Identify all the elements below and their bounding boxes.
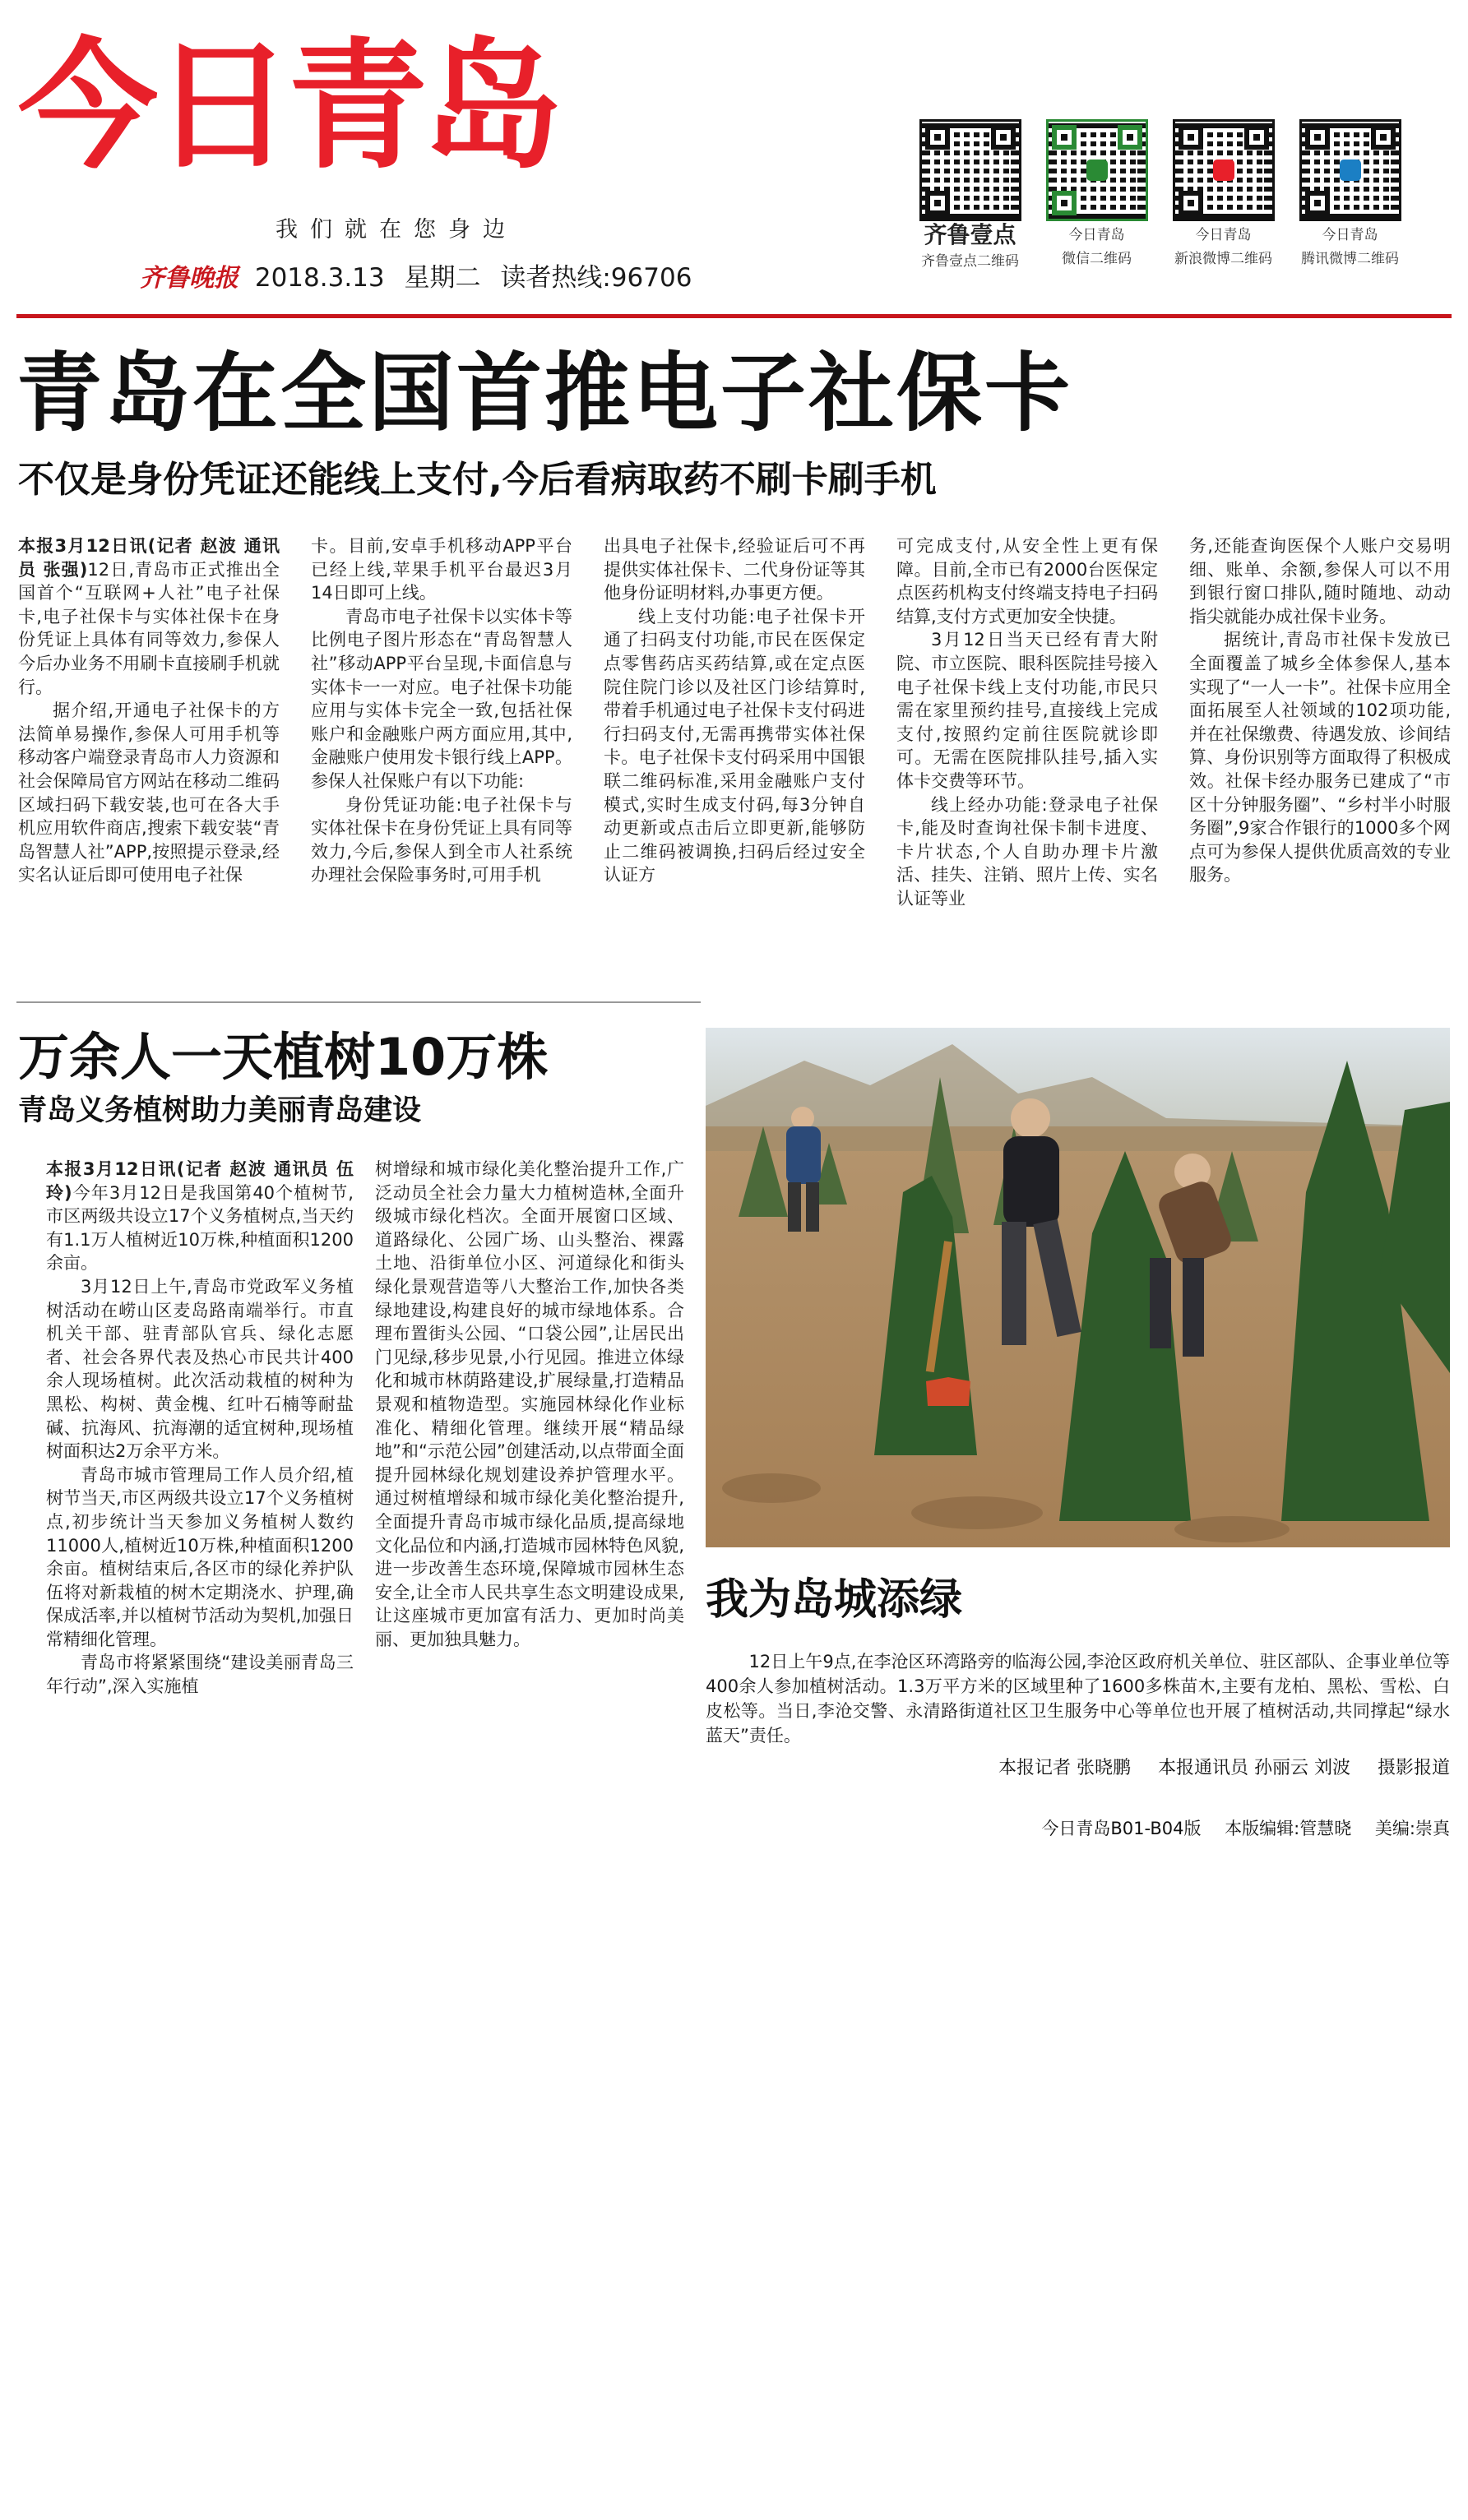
qr-code-icon[interactable] bbox=[919, 119, 1021, 221]
credit-correspondent: 本报通讯员 孙丽云 刘波 bbox=[1157, 1758, 1350, 1778]
qr-code-icon[interactable] bbox=[1046, 119, 1148, 221]
tree-planting-photo bbox=[706, 1028, 1450, 1547]
article-paragraph: 3月12日上午,青岛市党政军义务植树活动在崂山区麦岛路南端举行。市直机关干部、驻青部队官兵、绿化志愿者、社会各界代表及热心市民共计400余人现场植树。此次活动栽植的树种为黑松、构树、黄金槐、红叶石楠等耐盐碱、抗海风、抗海潮的适宜树种,现场植树面积达2万余平方米。 bbox=[46, 1276, 354, 1462]
story1-dateline: 本报3月12日讯(记者 赵波 通讯员 张强) bbox=[18, 536, 280, 580]
story1-column-1 bbox=[18, 534, 280, 887]
story1-dateline-para bbox=[18, 534, 280, 699]
masthead-rule bbox=[16, 314, 1452, 318]
section-divider bbox=[16, 1001, 701, 1003]
story1-column-5 bbox=[1189, 534, 1451, 887]
story2-col1-text: 今年3月12日是我国第40个植树节,市区两级共设立17个义务植树点,当天约有1.1万人植树近10万株,种植面积1200余亩。 bbox=[46, 1182, 354, 1274]
footer-pages: 今日青岛B01-B04版 bbox=[1041, 1819, 1202, 1838]
issue-line bbox=[140, 257, 703, 294]
reader-hotline: 读者热线:96706 bbox=[500, 263, 692, 293]
qr-block-tencent bbox=[1294, 119, 1405, 269]
photo-title: 我为岛城添绿 bbox=[706, 1575, 963, 1625]
story1-headline: 青岛在全国首推电子社保卡 bbox=[16, 343, 1073, 443]
qr-caption: 齐鲁壹点二维码 bbox=[921, 253, 1019, 270]
photo-caption bbox=[706, 1649, 1450, 1748]
story1-column-3 bbox=[604, 534, 865, 887]
qr-code-icon[interactable] bbox=[1299, 119, 1401, 221]
story1-column-2 bbox=[311, 534, 572, 887]
article-paragraph: 卡。目前,安卓手机移动APP平台已经上线,苹果手机平台最迟3月14日即可上线。 bbox=[311, 536, 572, 603]
qr-caption-line2: 腾讯微博二维码 bbox=[1301, 251, 1399, 267]
qr-caption-line1: 今日青岛 bbox=[1195, 227, 1252, 243]
article-paragraph: 线上支付功能:电子社保卡开通了扫码支付功能,市民在医保定点零售药店买药结算,或在定点医院住院门诊以及社区门诊结算时,带着手机通过电子社保卡支付码进行扫码支付,无需再携带实体社保卡。电子社保卡支付码采用中国银联二维码标准,采用金融账户支付模式,实时生成支付码,每3分钟自动更新或点击后立即更新,能够防止二维码被调换,扫码后经过安全认证方 bbox=[604, 606, 865, 885]
article-paragraph: 出具电子社保卡,经验证后可不再提供实体社保卡、二代身份证等其他身份证明材料,办事更方便。 bbox=[604, 536, 865, 603]
photo-credits bbox=[977, 1754, 1450, 1779]
credit-reporter: 本报记者 张晓鹏 bbox=[998, 1758, 1131, 1778]
article-paragraph: 可完成支付,从安全性上更有保障。目前,全市已有2000台医保定点医药机构支付终端支持电子扫码结算,支付方式更加安全快捷。 bbox=[896, 536, 1158, 627]
story2-column-1 bbox=[46, 1158, 354, 1699]
page-footer bbox=[1023, 1815, 1450, 1840]
article-paragraph: 务,还能查询医保个人账户交易明细、账单、余额,参保人可以不用到银行窗口排队,随时随地、动动指尖就能办成社保卡业务。 bbox=[1189, 536, 1451, 627]
qr-block-wechat bbox=[1041, 119, 1152, 269]
article-paragraph: 3月12日当天已经有青大附院、市立医院、眼科医院挂号接入电子社保卡线上支付功能,市民只需在家里预约挂号,直接线上完成支付,按照约定前往医院就诊即可。无需在医院排队挂号,插入实体卡交费等环节。 bbox=[896, 630, 1158, 791]
photo-tree-planting bbox=[706, 1028, 1450, 1547]
qr-block-sina bbox=[1168, 119, 1279, 269]
qr-block-qilu bbox=[915, 119, 1026, 271]
footer-editor: 本版编辑:管慧晓 bbox=[1225, 1819, 1352, 1838]
story2-subhead: 青岛义务植树助力美丽青岛建设 bbox=[18, 1094, 422, 1127]
brand-name: 齐鲁晚报 bbox=[140, 264, 238, 293]
masthead-logo: 今日青岛 bbox=[18, 25, 558, 188]
masthead-slogan: 我们就在您身边 bbox=[276, 217, 517, 243]
story2-dateline: 本报3月12日讯(记者 赵波 通讯员 伍玲) bbox=[46, 1159, 354, 1203]
article-paragraph: 据介绍,开通电子社保卡的方法简单易操作,参保人可用手机等移动客户端登录青岛市人力资源和社会保障局官方网站在移动二维码区域扫码下载安装,也可在各大手机应用软件商店,搜索下载安装“青岛智慧人社”APP,按照提示登录,经实名认证后即可使用电子社保 bbox=[18, 701, 280, 885]
story2-dateline-para bbox=[46, 1158, 354, 1275]
qr-code-icon[interactable] bbox=[1173, 119, 1275, 221]
issue-weekday: 星期二 bbox=[404, 263, 481, 293]
qr-caption-line2: 微信二维码 bbox=[1062, 251, 1132, 267]
article-paragraph: 青岛市电子社保卡以实体卡等比例电子图片形态在“青岛智慧人社”移动APP平台呈现,卡面信息与实体卡一一对应。电子社保卡功能应用与实体卡完全一致,包括社保账户和金融账户两方面应用,其中,金融账户使用发卡银行线上APP。参保人社保账户有以下功能: bbox=[311, 606, 572, 791]
article-paragraph: 据统计,青岛市社保卡发放已全面覆盖了城乡全体参保人,基本实现了“一人一卡”。社保卡应用全面拓展至人社领域的102项功能,并在社保缴费、待遇发放、诊间结算、身份识别等方面取得了积极成效。社保卡经办服务已建成了“市区十分钟服务圈”、“乡村半小时服务圈”,9家合作银行的1000多个网点可为参保人提供优质高效的专业服务。 bbox=[1189, 630, 1451, 885]
story1-col1-text: 12日,青岛市正式推出全国首个“互联网+人社”电子社保卡,电子社保卡与实体社保卡在身份凭证上具体有同等效力,参保人今后办业务不用刷卡直接刷手机就行。 bbox=[18, 559, 280, 697]
photo-caption-text: 12日上午9点,在李沧区环湾路旁的临海公园,李沧区政府机关单位、驻区部队、企事业单位等400余人参加植树活动。1.3万平方米的区域里种了1600多株苗木,主要有龙柏、黑松、雪松、白皮松等。当日,李沧交警、永清路街道社区卫生服务中心等单位也开展了植树活动,共同撑起“绿水蓝天”责任。 bbox=[706, 1652, 1450, 1746]
qr-caption-line1: 今日青岛 bbox=[1068, 227, 1125, 243]
story1-subhead: 不仅是身份凭证还能线上支付,今后看病取药不刷卡刷手机 bbox=[18, 459, 937, 501]
credit-photo-report: 摄影报道 bbox=[1377, 1758, 1450, 1778]
story2-headline: 万余人一天植树10万株 bbox=[18, 1027, 549, 1087]
issue-date: 2018.3.13 bbox=[254, 263, 385, 293]
article-paragraph: 青岛市城市管理局工作人员介绍,植树节当天,市区两级共设立17个义务植树点,初步统计当天参加义务植树人数约11000人,植树近10万株,种植面积1200余亩。植树结束后,各区市的绿化养护队伍将对新栽植的树木定期浇水、护理,确保成活率,并以植树节活动为契机,加强日常精细化管理。 bbox=[46, 1464, 354, 1649]
story1-column-4 bbox=[896, 534, 1158, 911]
qr-caption-line1: 今日青岛 bbox=[1322, 227, 1378, 243]
article-paragraph: 身份凭证功能:电子社保卡与实体社保卡在身份凭证上具有同等效力,今后,参保人到全市人社系统办理社会保险事务时,可用手机 bbox=[311, 794, 572, 885]
article-paragraph: 青岛市将紧紧围绕“建设美丽青岛三年行动”,深入实施植 bbox=[46, 1653, 354, 1697]
footer-designer: 美编:崇真 bbox=[1374, 1819, 1450, 1838]
qr-caption-line2: 新浪微博二维码 bbox=[1174, 251, 1272, 267]
article-paragraph: 线上经办功能:登录电子社保卡,能及时查询社保卡制卡进度、卡片状态,个人自助办理卡片激活、挂失、注销、照片上传、实名认证等业 bbox=[896, 794, 1158, 909]
qr-brand-label: 齐鲁壹点 bbox=[924, 221, 1016, 248]
story2-column-2 bbox=[375, 1158, 684, 1651]
article-paragraph: 树增绿和城市绿化美化整治提升工作,广泛动员全社会力量大力植树造林,全面升级城市绿化档次。全面开展窗口区域、道路绿化、公园广场、山头整治、裸露土地、沿街单位小区、河道绿化和街头绿化景观营造等八大整治工作,加快各类绿地建设,构建良好的城市绿地体系。合理布置街头公园、“口袋公园”,让居民出门见绿,移步见景,小行见园。推进立体绿化和城市林荫路建设,扩展绿量,打造精品景观和植物造型。实施园林绿化作业标准化、精细化管理。继续开展“精品绿地”和“示范公园”创建活动,以点带面全面提升园林绿化规划建设养护管理水平。通过树植增绿和城市绿化美化整治提升,全面提升青岛市城市绿化品质,提高绿地文化品位和内涵,打造城市园林特色风貌,进一步改善生态环境,保障城市园林生态安全,让全市人民共享生态文明建设成果,让这座城市更加富有活力、更加时尚美丽、更加独具魅力。 bbox=[375, 1159, 684, 1649]
